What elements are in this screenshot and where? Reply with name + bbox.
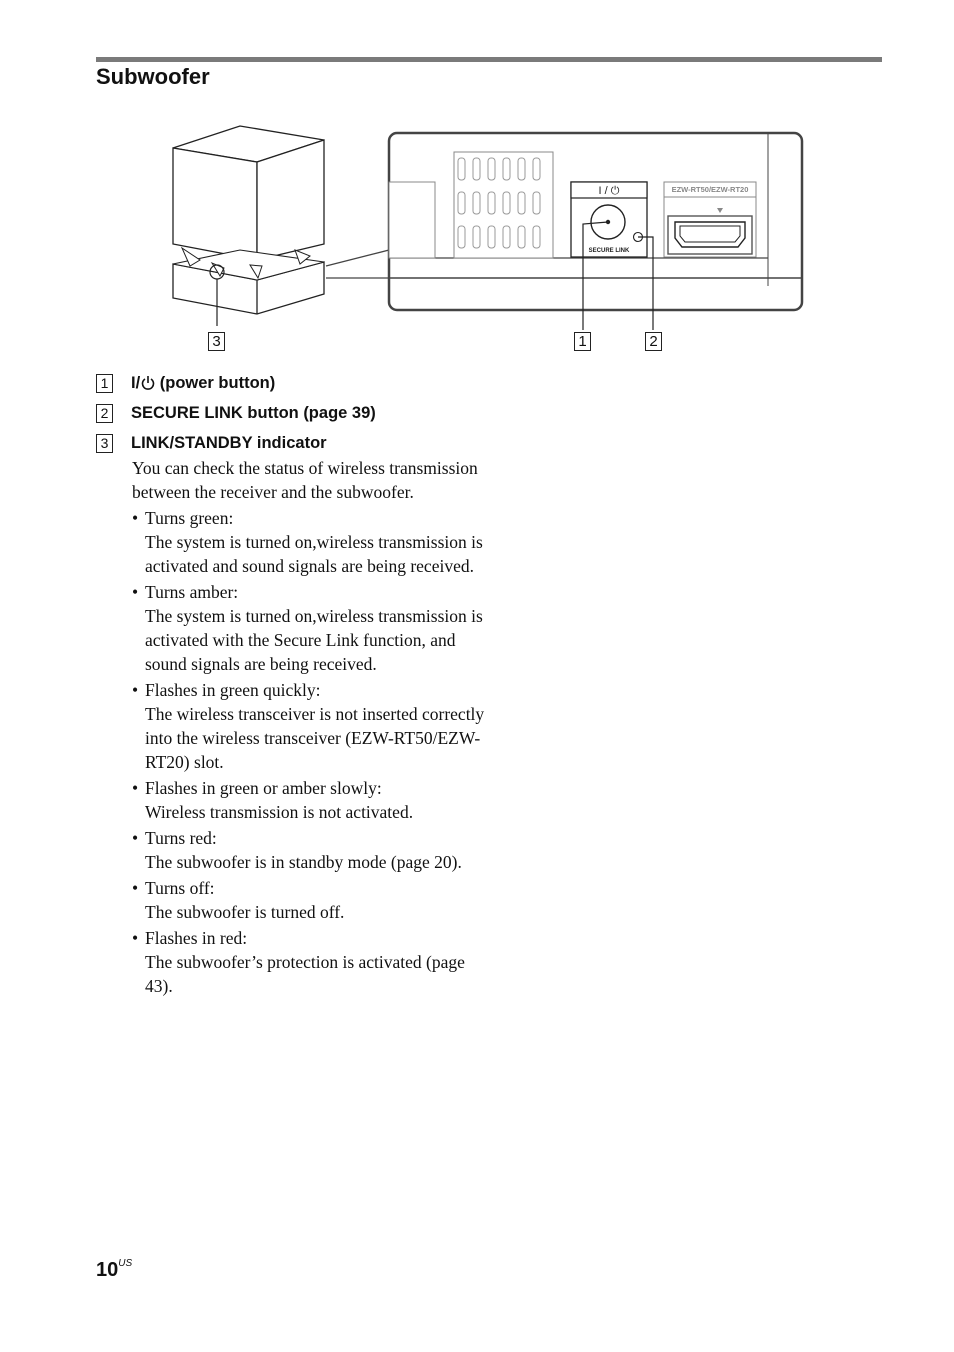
item-label: SECURE LINK button (page 39)	[131, 403, 376, 422]
item-2	[96, 402, 496, 424]
item-3	[96, 432, 496, 454]
page-number: $10^{US}$	[96, 1258, 133, 1281]
transceiver-slot-label: EZW-RT50/EZW-RT20	[671, 185, 749, 194]
item-description: You can check the status of wireless transmission between the receiver and the subwoofer.	[132, 458, 478, 502]
state-amber: • Turns amber: The system is turned on,wireless transmission is activated with the Secure Link function, and sound signals are being received.	[132, 582, 483, 674]
power-panel-label: I / ⏻	[598, 185, 620, 197]
item-label: I/ (power button)	[131, 373, 276, 392]
power-icon	[141, 375, 155, 390]
item-number: 2	[96, 404, 113, 423]
item-1	[96, 372, 496, 394]
state-slow-flash: • Flashes in green or amber slowly: Wireless transmission is not activated.	[132, 778, 414, 822]
callout-1: 1	[574, 332, 591, 351]
callout-3: 3	[208, 332, 225, 351]
section-rule	[96, 57, 882, 62]
cube-left-face	[173, 148, 257, 260]
indicator-states	[132, 506, 496, 998]
subwoofer-figure	[160, 118, 820, 363]
state-off: • Turns off: The subwoofer is turned off.	[132, 878, 345, 922]
state-green: • Turns green: The system is turned on,wireless transmission is activated and sound signals are being received.	[132, 508, 483, 576]
state-red: • Turns red: The subwoofer is in standby mode (page 20).	[132, 828, 462, 872]
section-title: Subwoofer	[96, 64, 210, 89]
state-red-flash: • Flashes in red: The subwoofer’s protection is activated (page 43).	[132, 928, 465, 996]
callout-2: 2	[645, 332, 662, 351]
item-number: 3	[96, 434, 113, 453]
secure-link-label: SECURE LINK	[588, 248, 630, 254]
subwoofer-illustration	[160, 118, 820, 363]
item-number: 1	[96, 374, 113, 393]
item-label: LINK/STANDBY indicator	[131, 433, 327, 452]
state-green-quick: • Flashes in green quickly: The wireless transceiver is not inserted correctly into the wireless transceiver (EZW-RT50/EZW-RT20) slot.	[132, 680, 485, 772]
item-list	[96, 372, 496, 1000]
